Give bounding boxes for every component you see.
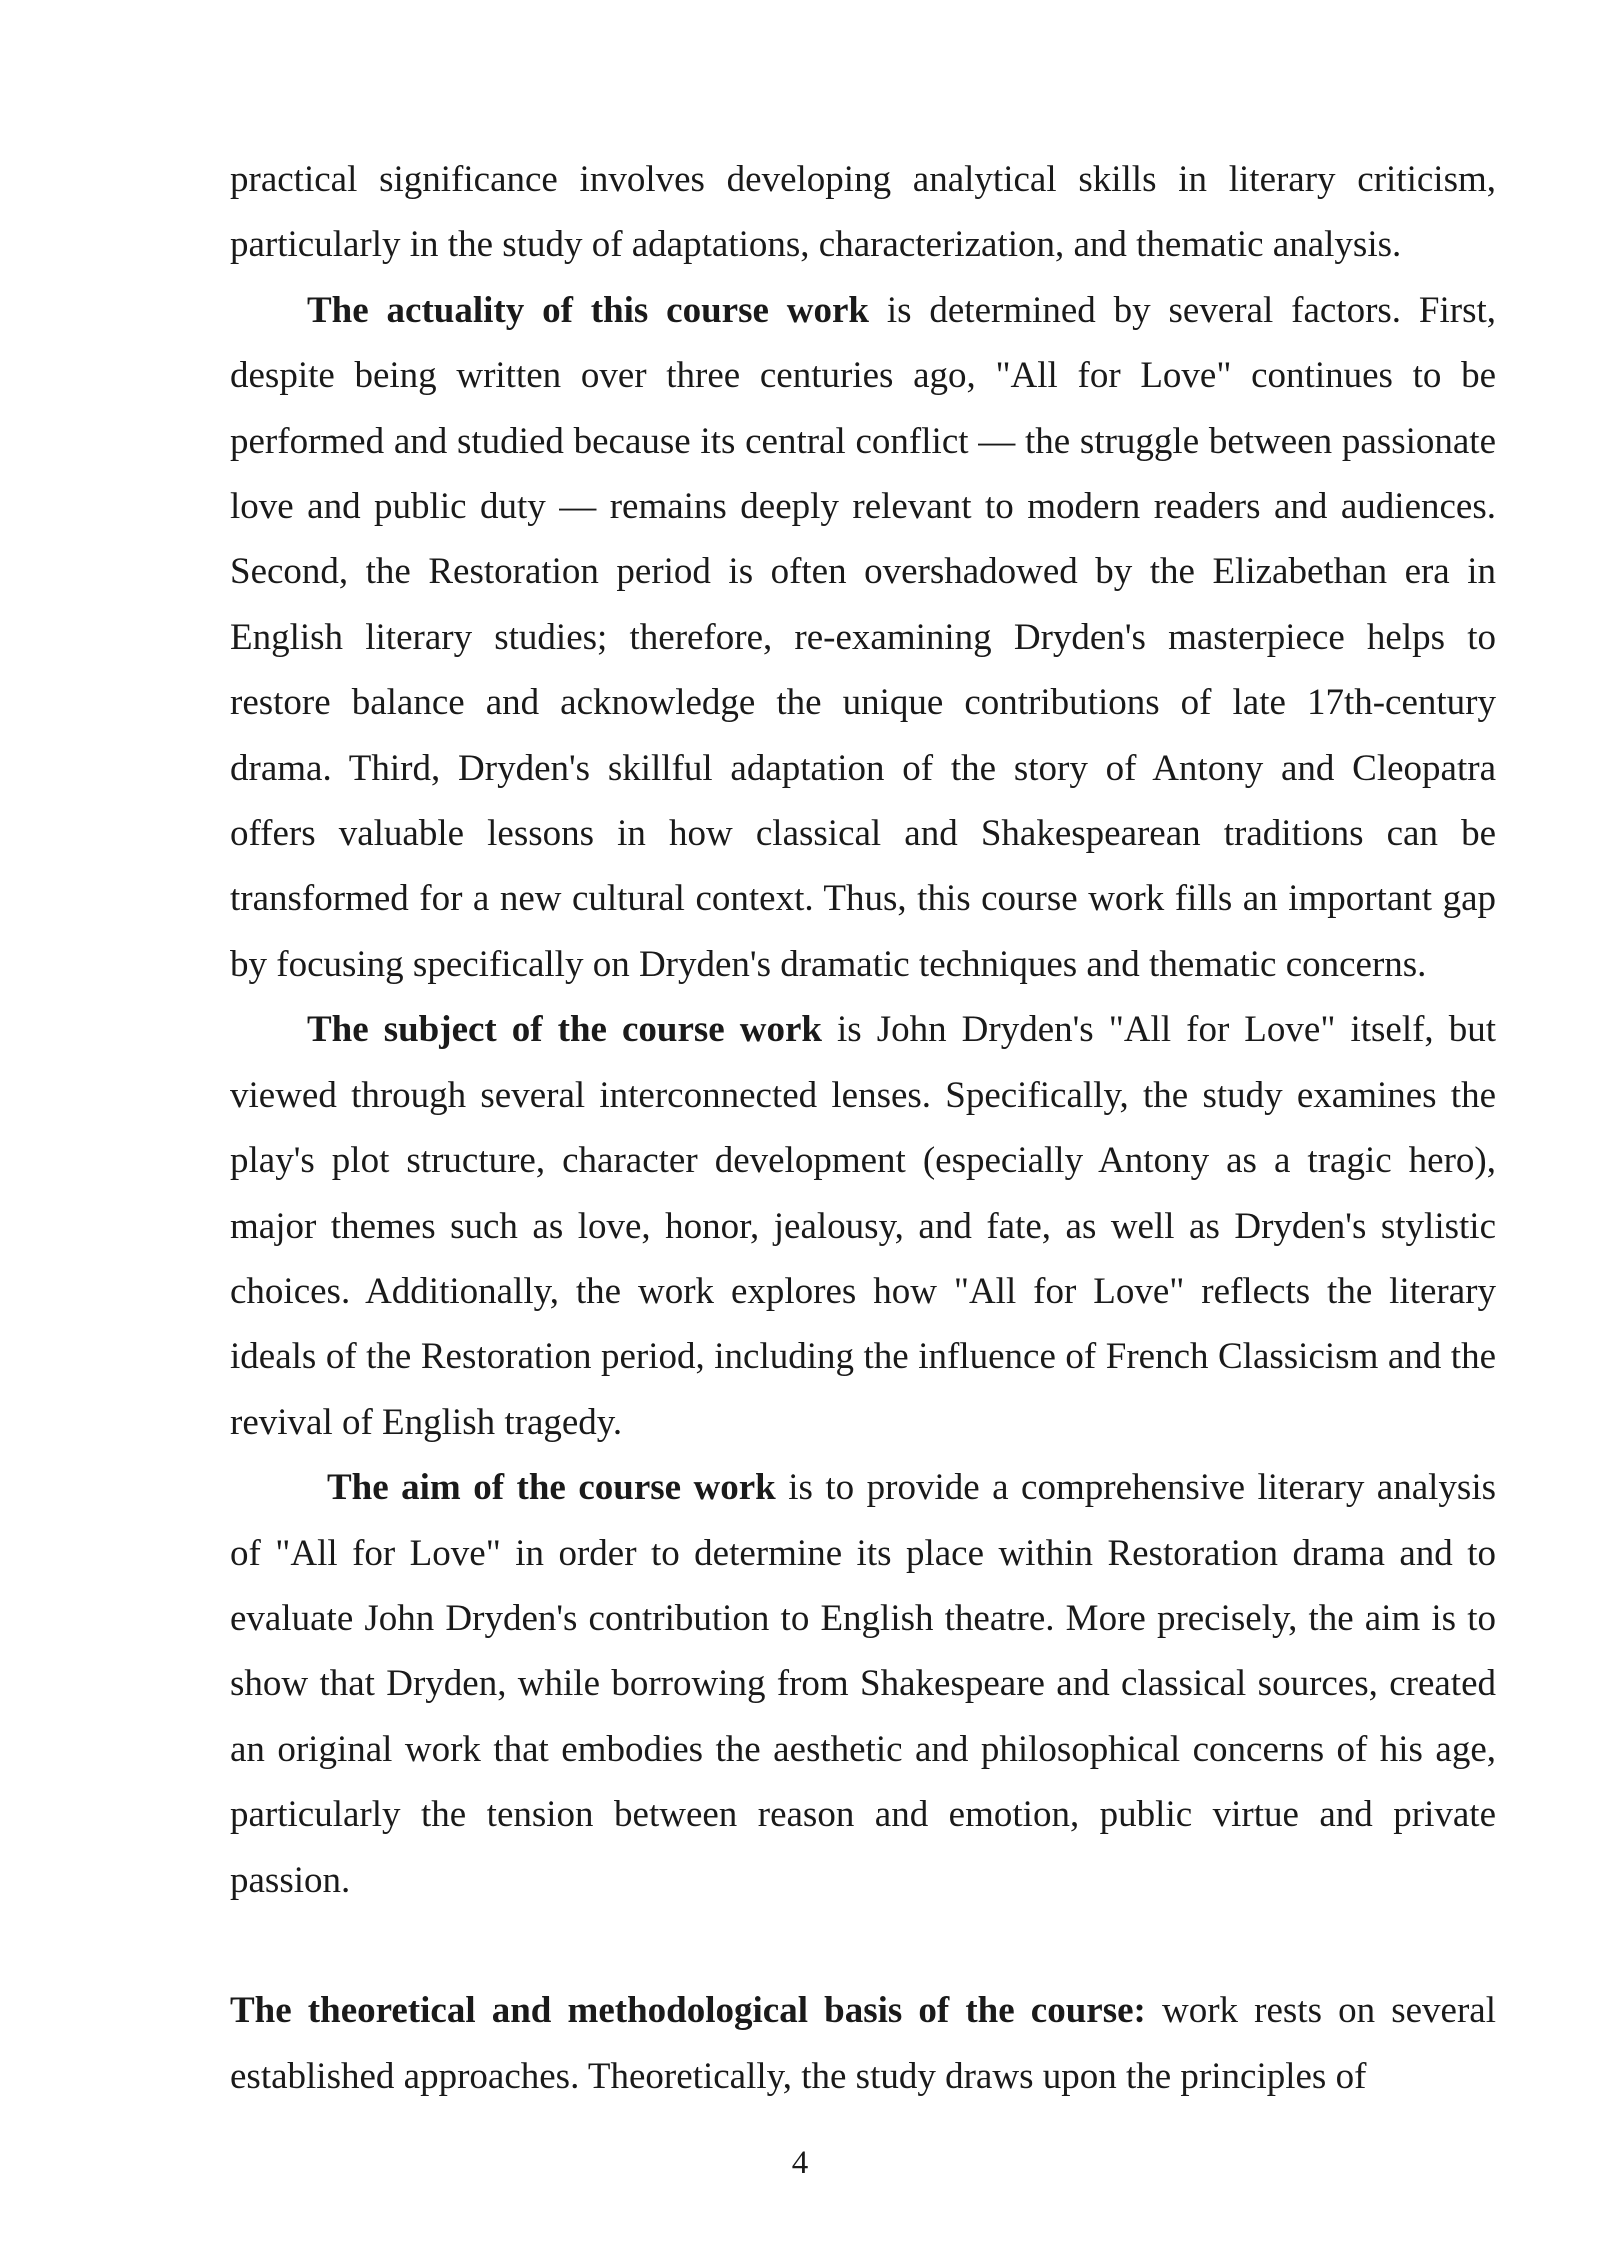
paragraph-text: is to provide a comprehensive literary analysis of "All for Love" in order to determine its place within Restoration drama and to evaluate John Dryden's contribution to English theatre. More precisely, the aim is to show that Dryden, while borrowing from Shakespeare and classical sources, created an original work that embodies the aesthetic and philosophical concerns of his age, particularly the tension between reason and emotion, public virtue and private passion.	[230, 1467, 1496, 1901]
paragraph-actuality	[230, 278, 1496, 997]
body-text	[230, 147, 1496, 2109]
paragraph-theoretical-basis	[230, 1978, 1496, 2109]
paragraph-lead: The subject of the course work	[307, 1009, 822, 1051]
paragraph-text: practical significance involves developing analytical skills in literary criticism, particularly in the study of adaptations, characterization, and thematic analysis.	[230, 159, 1496, 266]
paragraph-practical-significance	[230, 147, 1496, 278]
paragraph-text: is John Dryden's "All for Love" itself, but viewed through several interconnected lenses. Specifically, the study examines the play's plot structure, character development (especially Antony as a tragic hero), major themes such as love, honor, jealousy, and fate, as well as Dryden's stylistic choices. Additionally, the work explores how "All for Love" reflects the literary ideals of the Restoration period, including the influence of French Classicism and the revival of English tragedy.	[230, 1009, 1496, 1443]
paragraph-lead: The theoretical and methodological basis of the course:	[230, 1990, 1146, 2032]
paragraph-text: work rests on several established approaches. Theoretically, the study draws upon the principles of	[230, 1990, 1496, 2097]
paragraph-lead: The actuality of this course work	[307, 289, 869, 331]
page-number: 4	[791, 2145, 809, 2181]
paragraph-subject	[230, 997, 1496, 1455]
paragraph-aim	[230, 1455, 1496, 1913]
paragraph-lead: The aim of the course work	[327, 1467, 776, 1509]
paragraph-text: is determined by several factors. First, despite being written over three centuries ago, "All for Love" continues to be performed and studied because its central conflict — the struggle between passionate love and public duty — remains deeply relevant to modern readers and audiences. Second, the Restoration period is often overshadowed by the Elizabethan era in English literary studies; therefore, re-examining Dryden's masterpiece helps to restore balance and acknowledge the unique contributions of late 17th-century drama. Third, Dryden's skillful adaptation of the story of Antony and Cleopatra offers valuable lessons in how classical and Shakespearean traditions can be transformed for a new cultural context. Thus, this course work fills an important gap by focusing specifically on Dryden's dramatic techniques and thematic concerns.	[230, 289, 1496, 985]
